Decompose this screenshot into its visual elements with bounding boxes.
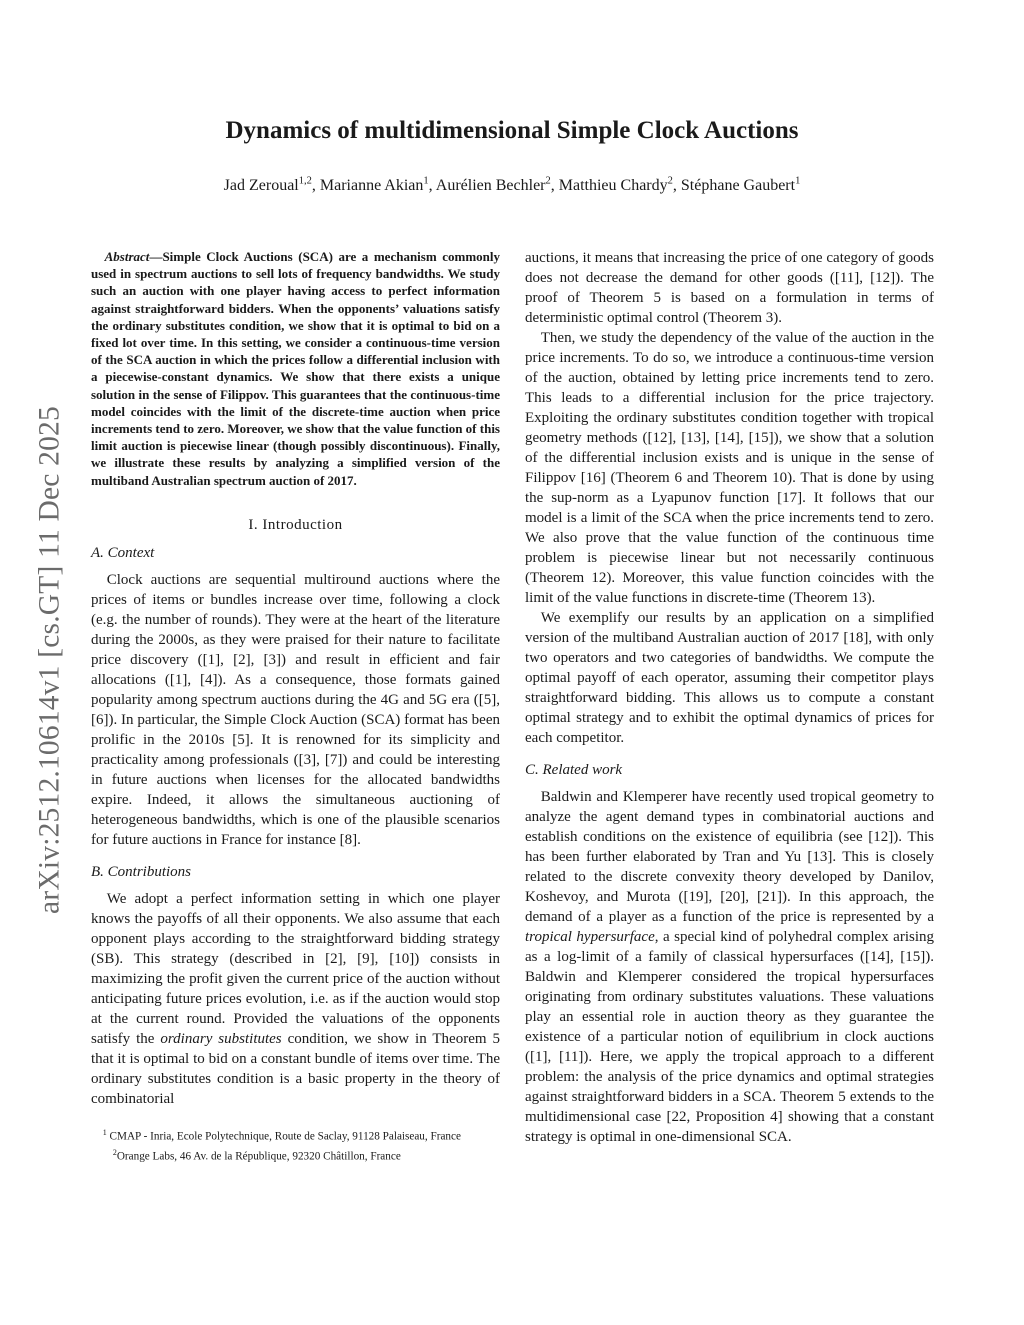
- author-separator: ,: [428, 177, 436, 195]
- text-run: We adopt a perfect information setting in which one player knows the payoffs of all their opponents. We also assume that each opponent plays according to the straightforward bidding strategy (SB). This strategy (described in [2], [9], [10]) consists in maximizing the profit given the current price of the auction without anticipating future prices evolution, i.e. as if the auction would stop at the current round. Provided the valuations of the opponents satisfy the: [91, 890, 500, 1047]
- author-name: Aurélien Bechler: [435, 177, 546, 195]
- footnote-text: Orange Labs, 46 Av. de la République, 92320 Châtillon, France: [116, 1150, 401, 1163]
- abstract: Abstract—Simple Clock Auctions (SCA) are a mechanism commonly used in spectrum auctions to sell lots of frequency bandwidths. We study such an auction with one player having access to perfect information against straightforward bidders. When the opponents’ valuations satisfy the ordinary substitutes condition, we show that it is optimal to bid on a fixed lot over time. In this setting, we consider a continuous-time version of the SCA auction in which the prices follow a differential inclusion with a piecewise-constant dynamics. We show that there exists a unique solution in the sense of Filippov. This guarantees that the continuous-time model coincides with the limit of the discrete-time auction when price increments tend to zero. Moreover, we show that the value function of this limit auction is piecewise linear (though possibly discontinuous). Finally, we illustrate these results by analyzing a simplified version of the multiband Australian spectrum auction of 2017.: [91, 249, 500, 488]
- author-affiliation: 1,2: [298, 176, 312, 187]
- left-column: [91, 248, 500, 1164]
- author: [559, 177, 681, 194]
- author-affiliation: 2: [545, 176, 551, 187]
- paragraph-contributions: [91, 889, 500, 1109]
- abstract-label: Abstract: [104, 249, 150, 264]
- paper-title: Dynamics of multidimensional Simple Clock Auctions: [225, 117, 799, 144]
- subsection-heading-contributions: B. Contributions: [91, 863, 192, 880]
- author-separator: ,: [311, 177, 320, 195]
- author-affiliation: 1: [795, 176, 801, 187]
- arxiv-stamp: [30, 360, 70, 960]
- author-affiliation: 1: [423, 176, 429, 187]
- author: [224, 177, 320, 194]
- emphasis: ordinary substitutes: [160, 1030, 282, 1047]
- emphasis: tropical hypersurface: [525, 929, 655, 945]
- text-run: , a special kind of polyhedral complex arising as a log-limit of a family of classical hypersurfaces ([14], [15]). Baldwin and Klemperer considered the tropical hypersurfaces originating from ordinary substitutes valuations. These valuations play an essential role in auction theory as they guarantee the existence of a particular notion of equilibrium in clock auctions ([1], [11]). Here, we apply the tropical approach to a different problem: the analysis of the price dynamics and optimal strategies against straightforward bidders in a SCA. Theorem 5 extends to the multidimensional case [22, Proposition 4] showing that a constant strategy is optimal in one-dimensional SCA.: [525, 929, 934, 1145]
- subsection-heading-related-work: C. Related work: [525, 762, 623, 778]
- paragraph-context: Clock auctions are sequential multiround auctions where the prices of items or bundles increase over time, following a clock (e.g. the number of rounds). They were at the heart of the literature during the 2000s, as they were praised for their nature to facilitate price discovery ([1], [2], [3]) and result in efficient and fair allocations ([1], [4]). As a consequence, those formats gained popularity among spectrum auctions during the 4G and 5G era ([5], [6]). In particular, the Simple Clock Auction (SCA) format has been prolific in the 2010s [5]. It is renowned for its simplicity and practicality among professionals ([3], [7]) and could be interesting in future auctions when licenses for the allocated bandwidths expire. Indeed, it allows the simultaneous auctioning of heterogeneous bandwidths, which is one of the plausible scenarios for future auctions in France for instance [8].: [91, 571, 500, 848]
- text-run: Baldwin and Klemperer have recently used tropical geometry to analyze the agent demand types in combinatorial auctions and establish conditions on the existence of equilibria (see [12]). This has been further elaborated by Tran and Yu [13]. This is closely related to the discrete convexity theory developed by Danilov, Koshevoy, and Murota ([19], [20], [21]). In this approach, the demand of a player as a function of the price is represented by a: [525, 789, 934, 925]
- author-separator: ,: [672, 177, 681, 195]
- footnote-mark: 1: [102, 1127, 107, 1137]
- author-separator: ,: [550, 177, 559, 195]
- right-column: [525, 248, 934, 1147]
- author-name: Jad Zeroual: [223, 177, 299, 195]
- arxiv-stamp-text: arXiv:2512.10614v1 [cs.GT] 11 Dec 2025: [33, 406, 66, 914]
- footnote-2: [91, 1145, 500, 1165]
- footnote-mark: 2: [112, 1147, 117, 1157]
- author-list: [90, 176, 934, 195]
- author-affiliation: 2: [667, 176, 673, 187]
- subsection-heading-context: A. Context: [91, 544, 155, 561]
- footnote-1: [91, 1125, 500, 1145]
- footnote-text: CMAP - Inria, Ecole Polytechnique, Route de Saclay, 91128 Palaiseau, France: [106, 1130, 461, 1143]
- author-name: Marianne Akian: [319, 177, 424, 195]
- author: [436, 177, 559, 194]
- author-name: Stéphane Gaubert: [680, 177, 796, 195]
- section-heading-introduction: I. Introduction: [248, 516, 343, 533]
- paragraph-application: We exemplify our results by an application on a simplified version of the multiband Australian auction of 2017 [18], with only two operators and two categories of bandwidths. We compute the optimal payoff of each operator, assuming their competitor plays straightforward bidding. This allows us to compute a constant optimal strategy and to exhibit the optimal dynamics of prices for each competitor.: [525, 610, 934, 746]
- author: [320, 177, 436, 194]
- paragraph-continuation: auctions, it means that increasing the price of one category of goods does not decrease the demand for other goods ([11], [12]). The proof of Theorem 5 is based on a formulation in terms of deterministic optimal control (Theorem 3).: [525, 250, 934, 326]
- paragraph-related-work: [525, 787, 934, 1147]
- author-name: Matthieu Chardy: [558, 177, 668, 195]
- paragraph-dependency: Then, we study the dependency of the value of the auction in the price increments. To do so, we introduce a continuous-time version of the auction, obtained by letting price increments tend to zero. This leads to a differential inclusion for the price trajectory. Exploiting the ordinary substitutes condition together with tropical geometry methods ([12], [13], [14], [15]), we show that a solution of the differential inclusion exists and is unique in the sense of Filippov [16] (Theorem 6 and Theorem 10). That is done by using the sup-norm as a Lyapunov function [17]. It follows that our model is a limit of the SCA when the price increments tend to zero. We also prove that the value function of the continuous time problem is piecewise linear but not necessarily continuous (Theorem 12). Moreover, this value function coincides with the limit of the value functions in discrete-time (Theorem 13).: [525, 330, 934, 606]
- abstract-text: Simple Clock Auctions (SCA) are a mechanism commonly used in spectrum auctions to sell lots of frequency bandwidths. We study such an auction with one player having access to perfect information against straightforward bidders. When the opponents’ valuations satisfy the ordinary substitutes condition, we show that it is optimal to bid on a fixed lot over time. In this setting, we consider a continuous-time version of the SCA auction in which the prices follow a differential inclusion with a piecewise-constant dynamics. We show that there exists a unique solution in the sense of Filippov. This guarantees that the continuous-time model coincides with the limit of the discrete-time auction when price increments tend to zero. Moreover, we show that the value function of this limit auction is piecewise linear (though possibly discontinuous). Finally, we illustrate these results by analyzing a simplified version of the multiband Australian spectrum auction of 2017.: [91, 249, 500, 488]
- text-run: condition, we show in Theorem 5 that it is optimal to bid on a constant bundle of items over time. The ordinary substitutes condition is a basic property in the theory of combinatorial: [91, 1030, 500, 1107]
- author: [681, 177, 800, 194]
